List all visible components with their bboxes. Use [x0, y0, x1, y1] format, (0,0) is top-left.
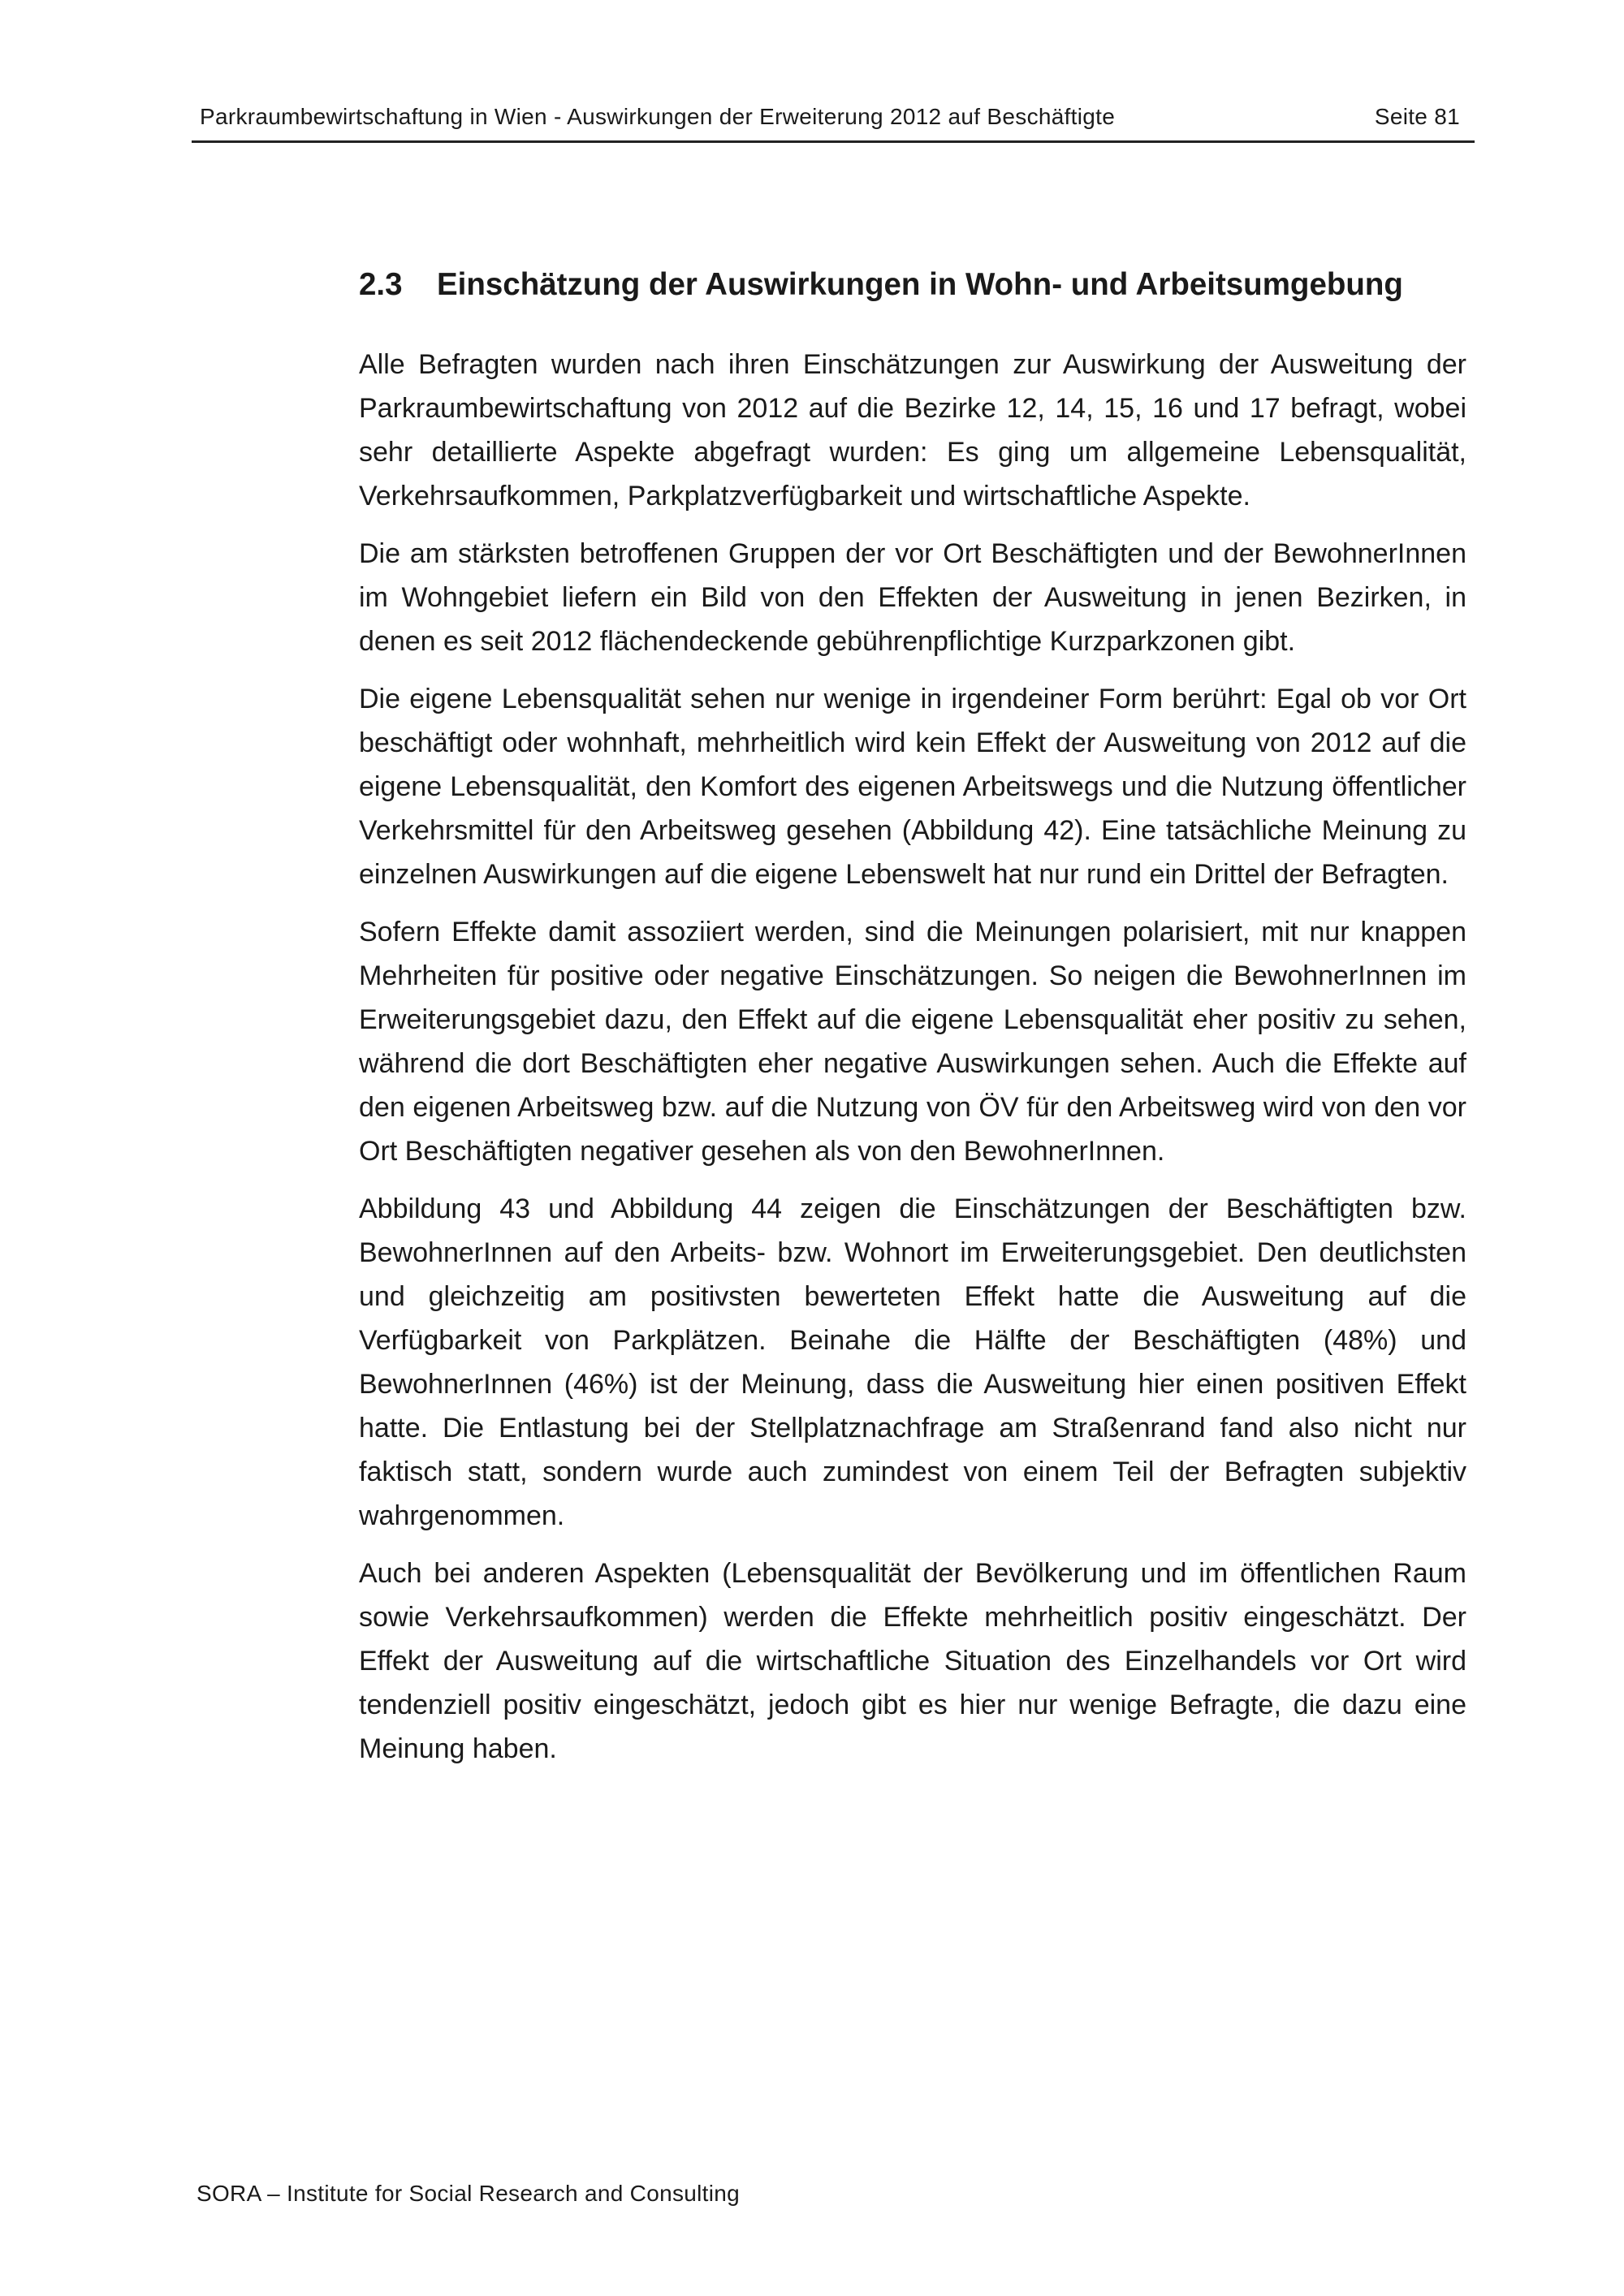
paragraph-6: Auch bei anderen Aspekten (Lebensqualität der Bevölkerung und im öffentlichen Raum sowie Verkehrsaufkommen) werden die Effekte mehrheitlich positiv eingeschätzt. Der Effekt der Ausweitung auf die wirtschaftliche Situation des Einzelhandels vor Ort wird tendenziell positiv eingeschätzt, jedoch gibt es hier nur wenige Befragte, die dazu eine Meinung haben. — [359, 1558, 1466, 1764]
section-number: 2.3 — [359, 267, 403, 302]
paragraph-1: Alle Befragten wurden nach ihren Einschätzungen zur Auswirkung der Ausweitung der Parkraumbewirtschaftung von 2012 auf die Bezirke 12, 14, 15, 16 und 17 befragt, wobei sehr detaillierte Aspekte abgefragt wurden: Es ging um allgemeine Lebensqualität, Verkehrsaufkommen, Parkplatzverfügbarkeit und wirtschaftliche Aspekte. — [359, 349, 1466, 511]
page-footer: SORA – Institute for Social Research and Consulting — [197, 2181, 740, 2206]
paragraph-2: Die am stärksten betroffenen Gruppen der vor Ort Beschäftigten und der BewohnerInnen im Wohngebiet liefern ein Bild von den Effekten der Ausweitung in jenen Bezirken, in denen es seit 2012 flächendeckende gebührenpflichtige Kurzparkzonen gibt. — [359, 538, 1466, 657]
section-heading — [359, 261, 1466, 309]
page-number: Seite 81 — [1374, 104, 1460, 129]
page-header — [192, 101, 1475, 143]
main-content — [359, 261, 1466, 1785]
paragraph-4: Sofern Effekte damit assoziiert werden, sind die Meinungen polarisiert, mit nur knappen Mehrheiten für positive oder negative Einschätzungen. So neigen die BewohnerInnen im Erweiterungsgebiet dazu, den Effekt auf die eigene Lebensqualität eher positiv zu sehen, während die dort Beschäftigten eher negative Auswirkungen sehen. Auch die Effekte auf den eigenen Arbeitsweg bzw. auf die Nutzung von ÖV für den Arbeitsweg wird von den vor Ort Beschäftigten negativer gesehen als von den BewohnerInnen. — [359, 917, 1466, 1167]
paragraph-5: Abbildung 43 und Abbildung 44 zeigen die Einschätzungen der Beschäftigten bzw. BewohnerInnen auf den Arbeits- bzw. Wohnort im Erweiterungsgebiet. Den deutlichsten und gleichzeitig am positivsten bewerteten Effekt hatte die Ausweitung auf die Verfügbarkeit von Parkplätzen. Beinahe die Hälfte der Beschäftigten (48%) und BewohnerInnen (46%) ist der Meinung, dass die Ausweitung hier einen positiven Effekt hatte. Die Entlastung bei der Stellplatznachfrage am Straßenrand fand also nicht nur faktisch statt, sondern wurde auch zumindest von einem Teil der Befragten subjektiv wahrgenommen. — [359, 1193, 1466, 1531]
section-title: Einschätzung der Auswirkungen in Wohn- und Arbeitsumgebung — [437, 267, 1403, 302]
paragraph-3: Die eigene Lebensqualität sehen nur wenige in irgendeiner Form berührt: Egal ob vor Ort beschäftigt oder wohnhaft, mehrheitlich wird kein Effekt der Ausweitung von 2012 auf die eigene Lebensqualität, den Komfort des eigenen Arbeitswegs und die Nutzung öffentlicher Verkehrsmittel für den Arbeitsweg gesehen (Abbildung 42). Eine tatsächliche Meinung zu einzelnen Auswirkungen auf die eigene Lebenswelt hat nur rund ein Drittel der Befragten. — [359, 684, 1466, 890]
running-title: Parkraumbewirtschaftung in Wien - Auswirkungen der Erweiterung 2012 auf Beschäftigte — [200, 104, 1116, 129]
